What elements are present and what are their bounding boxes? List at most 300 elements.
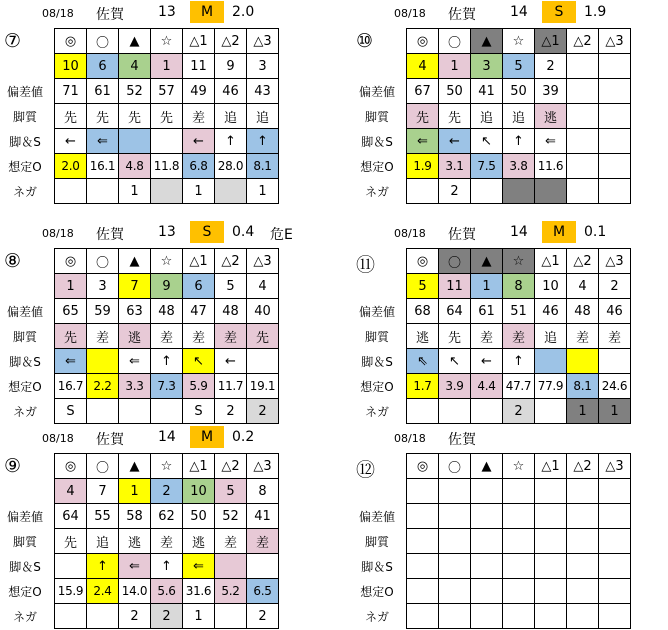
- race-panel: [352, 0, 668, 205]
- cell-dev: 46: [215, 79, 247, 104]
- cell-horses: 5: [407, 274, 439, 299]
- grid-row-style: [407, 529, 631, 554]
- grid-row-marks: [55, 249, 279, 274]
- cell-arrow: [471, 554, 503, 579]
- cell-nega: [471, 399, 503, 424]
- cell-dev: 61: [471, 299, 503, 324]
- cell-dev: 48: [567, 299, 599, 324]
- cell-style: 差: [151, 529, 183, 554]
- grid-row-odds: [407, 374, 631, 399]
- grid-row-style: [407, 324, 631, 349]
- cell-odds: [535, 579, 567, 604]
- race-grid: [54, 248, 279, 424]
- row-label: 脚質: [12, 535, 37, 549]
- cell-style: 追: [503, 104, 535, 129]
- cell-nega: S: [55, 399, 87, 424]
- cell-marks: △2: [215, 29, 247, 54]
- grid-row-arrow: [55, 349, 279, 374]
- cell-style: [567, 529, 599, 554]
- race-extra: 危E: [270, 227, 293, 243]
- cell-nega: 2: [215, 399, 247, 424]
- race-panel: [352, 220, 668, 425]
- cell-dev: 64: [55, 504, 87, 529]
- cell-marks: 〇: [439, 249, 471, 274]
- cell-horses: [567, 479, 599, 504]
- cell-arrow: ↑: [215, 129, 247, 154]
- cell-dev: 50: [503, 79, 535, 104]
- cell-horses: 9: [215, 54, 247, 79]
- cell-nega: [471, 179, 503, 204]
- row-label: 脚＆S: [361, 135, 393, 149]
- cell-horses: 4: [567, 274, 599, 299]
- cell-style: 追: [215, 104, 247, 129]
- grid-row-arrow: [407, 349, 631, 374]
- race-circle-number: ⑧: [4, 250, 22, 272]
- cell-dev: 48: [151, 299, 183, 324]
- cell-style: [503, 529, 535, 554]
- cell-horses: 7: [87, 479, 119, 504]
- grid-row-odds: [407, 154, 631, 179]
- cell-odds: 19.1: [247, 374, 279, 399]
- race-venue: 佐賀: [448, 7, 476, 23]
- cell-style: 先: [55, 529, 87, 554]
- row-label: 想定O: [360, 380, 394, 394]
- cell-horses: [407, 479, 439, 504]
- cell-dev: [535, 504, 567, 529]
- cell-odds: 7.5: [471, 154, 503, 179]
- cell-style: 差: [183, 324, 215, 349]
- cell-nega: 1: [247, 179, 279, 204]
- race-panel: [352, 425, 668, 630]
- grid-row-marks: [407, 454, 631, 479]
- row-label: 脚質: [364, 330, 389, 344]
- race-number: 13: [158, 4, 176, 20]
- grid-row-dev: [407, 79, 631, 104]
- cell-dev: 43: [247, 79, 279, 104]
- cell-arrow: ⇐: [87, 129, 119, 154]
- cell-horses: [503, 479, 535, 504]
- cell-nega: [567, 604, 599, 629]
- cell-nega: [599, 179, 631, 204]
- race-type-badge: [542, 426, 576, 448]
- race-grid: [406, 28, 631, 204]
- cell-marks: △2: [215, 249, 247, 274]
- cell-arrow: [503, 554, 535, 579]
- grid-row-nega: [407, 179, 631, 204]
- row-label: 脚＆S: [361, 560, 393, 574]
- cell-odds: 4.4: [471, 374, 503, 399]
- cell-odds: 3.8: [503, 154, 535, 179]
- cell-arrow: ⇖: [407, 349, 439, 374]
- cell-marks: ▲: [471, 29, 503, 54]
- cell-style: 先: [247, 324, 279, 349]
- grid-row-horses: [407, 54, 631, 79]
- row-label: 偏差値: [6, 85, 43, 99]
- cell-arrow: [567, 554, 599, 579]
- cell-nega: [151, 179, 183, 204]
- cell-marks: ◎: [55, 29, 87, 54]
- row-label: 脚＆S: [9, 135, 41, 149]
- cell-horses: 4: [55, 479, 87, 504]
- cell-marks: △2: [567, 454, 599, 479]
- cell-style: 先: [439, 324, 471, 349]
- cell-odds: 2.0: [55, 154, 87, 179]
- cell-style: 差: [471, 324, 503, 349]
- grid-row-style: [55, 529, 279, 554]
- race-value: 0.2: [232, 429, 255, 445]
- cell-odds: 15.9: [55, 579, 87, 604]
- race-panel: [0, 220, 330, 425]
- cell-marks: △1: [183, 454, 215, 479]
- grid-row-horses: [407, 479, 631, 504]
- cell-nega: [471, 604, 503, 629]
- grid-row-arrow: [407, 554, 631, 579]
- cell-odds: 16.1: [87, 154, 119, 179]
- cell-odds: [503, 579, 535, 604]
- grid-row-style: [407, 104, 631, 129]
- cell-dev: [599, 79, 631, 104]
- grid-row-horses: [55, 54, 279, 79]
- cell-arrow: [247, 554, 279, 579]
- cell-style: 先: [55, 104, 87, 129]
- cell-dev: 57: [151, 79, 183, 104]
- cell-nega: [599, 604, 631, 629]
- row-label: 脚＆S: [361, 355, 393, 369]
- row-label: 偏差値: [358, 305, 395, 319]
- race-circle-number: ⑦: [4, 30, 22, 52]
- cell-style: 先: [151, 104, 183, 129]
- grid-row-marks: [407, 29, 631, 54]
- cell-horses: 1: [119, 479, 151, 504]
- race-date: 08/18: [394, 227, 426, 240]
- cell-odds: 24.6: [599, 374, 631, 399]
- race-header: [0, 220, 330, 244]
- cell-horses: 1: [471, 274, 503, 299]
- cell-odds: 3.3: [119, 374, 151, 399]
- race-circle-number: ⑩: [356, 30, 374, 52]
- row-label: 想定O: [8, 585, 42, 599]
- cell-nega: [407, 604, 439, 629]
- cell-style: 逃: [183, 529, 215, 554]
- grid-row-horses: [55, 479, 279, 504]
- row-label: 想定O: [8, 380, 42, 394]
- cell-horses: [471, 479, 503, 504]
- cell-arrow: ⇐: [407, 129, 439, 154]
- cell-odds: 5.2: [215, 579, 247, 604]
- cell-marks: ◎: [407, 454, 439, 479]
- race-type-badge: M: [190, 1, 224, 23]
- cell-odds: 2.2: [87, 374, 119, 399]
- cell-horses: [439, 479, 471, 504]
- cell-marks: △1: [535, 454, 567, 479]
- row-label: 偏差値: [358, 85, 395, 99]
- grid-row-style: [55, 104, 279, 129]
- cell-marks: ▲: [119, 249, 151, 274]
- cell-horses: 2: [535, 54, 567, 79]
- cell-style: 差: [599, 324, 631, 349]
- cell-arrow: ↑: [503, 349, 535, 374]
- cell-nega: 1: [599, 399, 631, 424]
- cell-nega: [503, 179, 535, 204]
- cell-nega: S: [183, 399, 215, 424]
- cell-marks: ▲: [471, 249, 503, 274]
- cell-nega: 2: [119, 604, 151, 629]
- cell-arrow: ←: [471, 349, 503, 374]
- cell-arrow: [599, 554, 631, 579]
- row-label: 脚質: [12, 330, 37, 344]
- cell-odds: 6.8: [183, 154, 215, 179]
- cell-arrow: ←: [439, 129, 471, 154]
- grid-row-nega: [55, 179, 279, 204]
- cell-nega: [55, 604, 87, 629]
- cell-odds: 6.5: [247, 579, 279, 604]
- row-label: 脚質: [364, 110, 389, 124]
- cell-marks: ▲: [119, 454, 151, 479]
- cell-style: 逃: [119, 529, 151, 554]
- race-type-badge: S: [190, 221, 224, 243]
- cell-dev: [567, 504, 599, 529]
- grid-row-horses: [55, 274, 279, 299]
- cell-odds: 1.9: [407, 154, 439, 179]
- cell-horses: 4: [247, 274, 279, 299]
- race-date: 08/18: [42, 432, 74, 445]
- cell-arrow: ↑: [151, 349, 183, 374]
- cell-style: 差: [215, 324, 247, 349]
- cell-marks: 〇: [87, 249, 119, 274]
- grid-row-odds: [55, 579, 279, 604]
- cell-dev: 49: [183, 79, 215, 104]
- cell-marks: 〇: [87, 454, 119, 479]
- cell-horses: 10: [55, 54, 87, 79]
- cell-style: 差: [215, 529, 247, 554]
- grid-row-dev: [55, 79, 279, 104]
- race-number: 14: [510, 4, 528, 20]
- cell-dev: 58: [119, 504, 151, 529]
- cell-marks: ◎: [55, 249, 87, 274]
- cell-arrow: ↖: [471, 129, 503, 154]
- cell-dev: [503, 504, 535, 529]
- cell-odds: [439, 579, 471, 604]
- cell-marks: △3: [247, 249, 279, 274]
- cell-nega: [55, 179, 87, 204]
- cell-arrow: [215, 554, 247, 579]
- cell-style: 差: [247, 529, 279, 554]
- cell-arrow: ↖: [439, 349, 471, 374]
- race-circle-number: ⑨: [4, 455, 22, 477]
- cell-style: 追: [87, 529, 119, 554]
- row-label: 脚質: [364, 535, 389, 549]
- cell-dev: 41: [471, 79, 503, 104]
- cell-odds: 11.6: [535, 154, 567, 179]
- cell-odds: 8.1: [247, 154, 279, 179]
- cell-dev: 52: [119, 79, 151, 104]
- race-panel: [0, 0, 330, 205]
- race-venue: 佐賀: [96, 227, 124, 243]
- cell-odds: 11.7: [215, 374, 247, 399]
- cell-horses: 11: [439, 274, 471, 299]
- row-label: 脚＆S: [9, 560, 41, 574]
- row-label: ネガ: [364, 185, 389, 199]
- cell-dev: 50: [439, 79, 471, 104]
- cell-odds: 7.3: [151, 374, 183, 399]
- cell-odds: 8.1: [567, 374, 599, 399]
- cell-arrow: [55, 554, 87, 579]
- grid-row-odds: [407, 579, 631, 604]
- cell-arrow: ←: [183, 129, 215, 154]
- cell-dev: 51: [503, 299, 535, 324]
- cell-nega: 2: [247, 604, 279, 629]
- cell-style: 差: [87, 324, 119, 349]
- grid-row-nega: [55, 604, 279, 629]
- cell-marks: 〇: [87, 29, 119, 54]
- cell-horses: 3: [471, 54, 503, 79]
- cell-odds: [599, 579, 631, 604]
- cell-odds: 5.9: [183, 374, 215, 399]
- cell-nega: 1: [119, 179, 151, 204]
- cell-style: [599, 104, 631, 129]
- cell-dev: 39: [535, 79, 567, 104]
- cell-odds: 28.0: [215, 154, 247, 179]
- cell-odds: 2.4: [87, 579, 119, 604]
- cell-style: 逃: [535, 104, 567, 129]
- cell-marks: △3: [599, 29, 631, 54]
- row-label: 脚質: [12, 110, 37, 124]
- cell-nega: [407, 179, 439, 204]
- cell-style: 逃: [119, 324, 151, 349]
- cell-dev: 46: [535, 299, 567, 324]
- cell-marks: ☆: [151, 454, 183, 479]
- cell-marks: ☆: [503, 249, 535, 274]
- cell-dev: 47: [183, 299, 215, 324]
- grid-row-odds: [55, 374, 279, 399]
- race-circle-number: ⑫: [356, 459, 376, 481]
- cell-style: [599, 529, 631, 554]
- cell-style: 追: [471, 104, 503, 129]
- grid-row-nega: [407, 399, 631, 424]
- grid-row-nega: [55, 399, 279, 424]
- cell-odds: [407, 579, 439, 604]
- cell-horses: 2: [599, 274, 631, 299]
- cell-nega: [87, 179, 119, 204]
- cell-dev: 46: [599, 299, 631, 324]
- cell-horses: 8: [503, 274, 535, 299]
- cell-horses: 2: [151, 479, 183, 504]
- cell-style: 差: [151, 324, 183, 349]
- cell-marks: △3: [599, 249, 631, 274]
- cell-nega: [503, 604, 535, 629]
- cell-arrow: [151, 129, 183, 154]
- cell-arrow: [247, 349, 279, 374]
- cell-horses: 6: [87, 54, 119, 79]
- cell-dev: 52: [215, 504, 247, 529]
- race-value: 2.0: [232, 4, 255, 20]
- race-header: [352, 425, 668, 449]
- cell-nega: 2: [439, 179, 471, 204]
- cell-nega: [535, 179, 567, 204]
- cell-horses: 1: [439, 54, 471, 79]
- race-venue: 佐賀: [448, 227, 476, 243]
- cell-marks: 〇: [439, 29, 471, 54]
- cell-marks: ☆: [151, 249, 183, 274]
- cell-dev: 59: [87, 299, 119, 324]
- cell-horses: 8: [247, 479, 279, 504]
- cell-nega: 2: [247, 399, 279, 424]
- cell-dev: 48: [215, 299, 247, 324]
- race-date: 08/18: [42, 227, 74, 240]
- row-label: ネガ: [12, 610, 37, 624]
- cell-dev: [599, 504, 631, 529]
- cell-dev: 41: [247, 504, 279, 529]
- cell-style: [471, 529, 503, 554]
- cell-odds: 14.0: [119, 579, 151, 604]
- cell-horses: 5: [215, 274, 247, 299]
- cell-marks: △3: [247, 29, 279, 54]
- row-label: ネガ: [12, 185, 37, 199]
- cell-nega: [567, 179, 599, 204]
- row-label: 想定O: [360, 160, 394, 174]
- cell-horses: 1: [151, 54, 183, 79]
- grid-row-marks: [55, 454, 279, 479]
- race-grid: [406, 453, 631, 629]
- race-date: 08/18: [394, 432, 426, 445]
- cell-horses: [535, 479, 567, 504]
- grid-row-arrow: [407, 129, 631, 154]
- grid-row-arrow: [55, 554, 279, 579]
- cell-arrow: [407, 554, 439, 579]
- grid-row-odds: [55, 154, 279, 179]
- cell-arrow: ↑: [247, 129, 279, 154]
- cell-marks: ◎: [407, 29, 439, 54]
- race-header: [0, 0, 330, 24]
- cell-odds: [599, 154, 631, 179]
- cell-marks: 〇: [439, 454, 471, 479]
- cell-odds: 31.6: [183, 579, 215, 604]
- cell-horses: 4: [119, 54, 151, 79]
- race-header: [352, 0, 668, 24]
- cell-horses: [599, 54, 631, 79]
- cell-marks: △3: [599, 454, 631, 479]
- cell-arrow: ⇐: [119, 554, 151, 579]
- race-venue: 佐賀: [96, 7, 124, 23]
- cell-dev: [471, 504, 503, 529]
- cell-style: [407, 529, 439, 554]
- grid-row-dev: [55, 504, 279, 529]
- cell-arrow: ⇐: [535, 129, 567, 154]
- cell-marks: ▲: [471, 454, 503, 479]
- cell-horses: 5: [215, 479, 247, 504]
- cell-arrow: [87, 349, 119, 374]
- cell-arrow: [567, 129, 599, 154]
- cell-arrow: ←: [55, 129, 87, 154]
- race-venue: 佐賀: [96, 432, 124, 448]
- cell-horses: 4: [407, 54, 439, 79]
- grid-row-horses: [407, 274, 631, 299]
- cell-marks: ☆: [503, 454, 535, 479]
- cell-marks: △2: [567, 249, 599, 274]
- cell-dev: 71: [55, 79, 87, 104]
- race-number: 14: [158, 429, 176, 445]
- race-value: 0.4: [232, 224, 255, 240]
- cell-arrow: ↖: [183, 349, 215, 374]
- cell-nega: 1: [183, 179, 215, 204]
- row-label: ネガ: [12, 405, 37, 419]
- cell-dev: 65: [55, 299, 87, 324]
- cell-arrow: ⇐: [183, 554, 215, 579]
- cell-marks: △3: [247, 454, 279, 479]
- cell-style: 差: [567, 324, 599, 349]
- cell-arrow: ↑: [151, 554, 183, 579]
- cell-horses: 7: [119, 274, 151, 299]
